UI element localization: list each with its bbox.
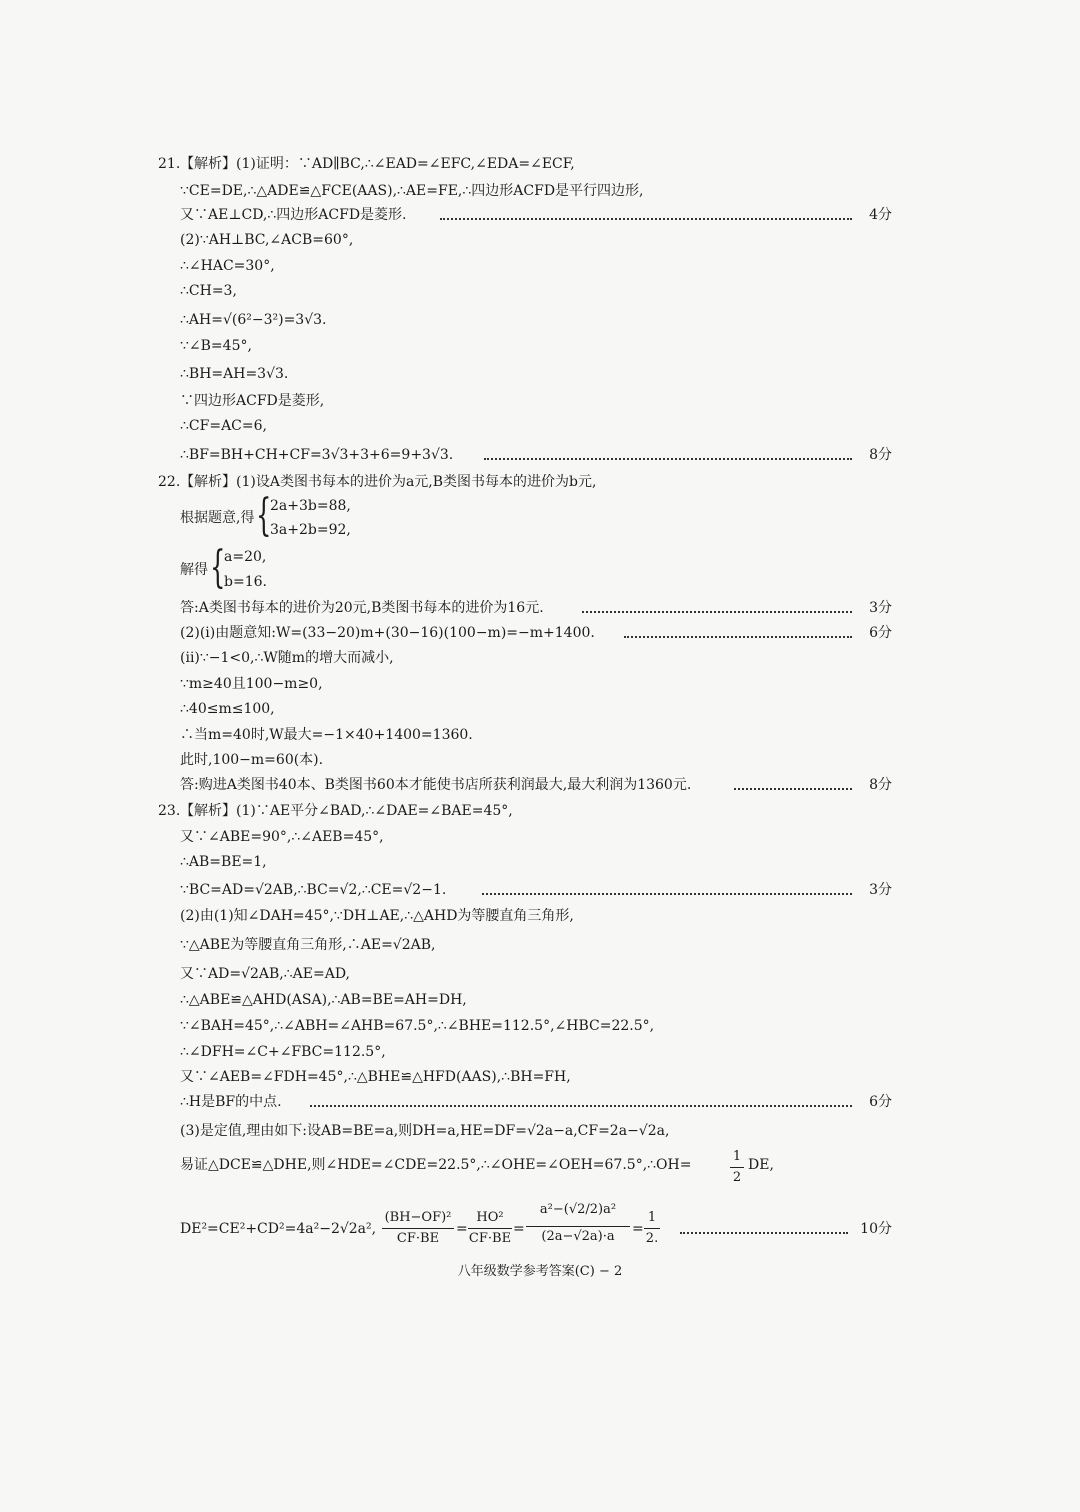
fraction-ho: HO² CF·BE [468, 1210, 512, 1246]
score-label: 10分 [860, 1221, 892, 1237]
q23-number: 23. [158, 803, 181, 819]
q21-number: 21. [158, 156, 181, 172]
leader-dots [680, 1232, 848, 1234]
leader-dots [624, 636, 852, 638]
brace-symbol: { [256, 490, 272, 541]
score-label: 6分 [869, 625, 892, 641]
leader-dots [440, 218, 852, 220]
answer-page: 21. 【解析】(1)证明：∵AD∥BC,∴∠EAD=∠EFC,∠EDA=∠ECF, ∵CE=DE,∴△ADE≌△FCE(AAS),∴AE=FE,∴四边形ACFD是平行四边形, 又∵AE⊥CD,∴四边形ACFD是菱形. 4分 (2)∵AH⊥BC,∠ACB=60°, ∴∠HAC=30°, ∴CH=3, ∴AH=√(6²−3²)=3√3. ∵∠B=45°, ∴BH=AH=3√3. ∵四边形ACFD是菱形, ∴CF=AC=6, ∴BF=BH+CH+CF=3√3+3+6=9+3√3. 8分 22. 【解析】(1)设A类图书每本的进价为a元,B类图书每本的进价为b元, 根据题意,得 { 2a+3b=88, 3a+2b=92, 解得 { a=20, b=16. 答:A类图书每本的进价为20元,B类图书每本的进价为16元. 3分 (2)(ⅰ)由题意知:W=(33−20)m+(30−16)(100−m)=−m+1400. 6分 (ⅱ)∵−1<0,∴W随m的增大而减小, ∵m≥40且100−m≥0, ∴40≤m≤100, ∴当m=40时,W最大=−1×40+1400=1360. 此时,100−m=60(本). 答:购进A类图书40本、B类图书60本才能使书店所获利润最大,最大利润为1360元. 8分 23. 【解析】(1)∵AE平分∠BAD,∴∠DAE=∠BAE=45°, 又∵∠ABE=90°,∴∠AEB=45°, ∴AB=BE=1, ∵BC=AD=√2AB,∴BC=√2,∴CE=√2−1. 3分 (2)由(1)知∠DAH=45°,∵DH⊥AE,∴△AHD为等腰直角三角形, ∵△ABE为等腰直角三角形,∴AE=√2AB, 又∵AD=√2AB,∴AE=AD, ∴△ABE≌△AHD(ASA),∴AB=BE=AH=DH, ∵∠BAH=45°,∴∠ABH=∠AHB=67.5°,∴∠BHE=112.5°,∠HBC=22.5°, ∴∠DFH=∠C+∠FBC=112.5°, 又∵∠AEB=∠FDH=45°,∴△BHE≌△HFD(AAS),∴BH=FH, ∴H是BF的中点. 6分 (3)是定值,理由如下:设AB=BE=a,则DH=a,HE=DF=√2a−a,CF=2a−√2a, 易证△DCE≌△DHE,则∠HDE=∠CDE=22.5°,∴∠OHE=∠OEH=67.5°,∴OH= DE, 1 2 DE²=CE²+CD²=4a²−2√2a², = = = 10分 (BH−OF)² CF·BE HO² CF·BE a²−(√2/2)a² (2a−√2a)·a 1 2. 八年级数学参考答案(C) − 2 [0, 0, 1080, 1512]
leader-dots [484, 458, 852, 460]
score-label: 3分 [869, 882, 892, 898]
fraction-expression: a²−(√2/2)a² (2a−√2a)·a [526, 1201, 630, 1246]
leader-dots [310, 1105, 852, 1107]
score-label: 4分 [869, 207, 892, 223]
fraction-bh-of: (BH−OF)² CF·BE [382, 1209, 454, 1248]
leader-dots [582, 611, 852, 613]
score-label: 3分 [869, 600, 892, 616]
brace-symbol: { [210, 542, 226, 593]
score-label: 6分 [869, 1094, 892, 1110]
leader-dots [482, 893, 852, 895]
leader-dots [734, 788, 852, 790]
q22-number: 22. [158, 474, 181, 490]
fraction-one-half: 1 2 [730, 1148, 744, 1187]
page-footer: 八年级数学参考答案(C) − 2 [457, 1264, 623, 1279]
fraction-result: 1 2. [645, 1210, 659, 1246]
score-label: 8分 [869, 447, 892, 463]
score-label: 8分 [869, 777, 892, 793]
